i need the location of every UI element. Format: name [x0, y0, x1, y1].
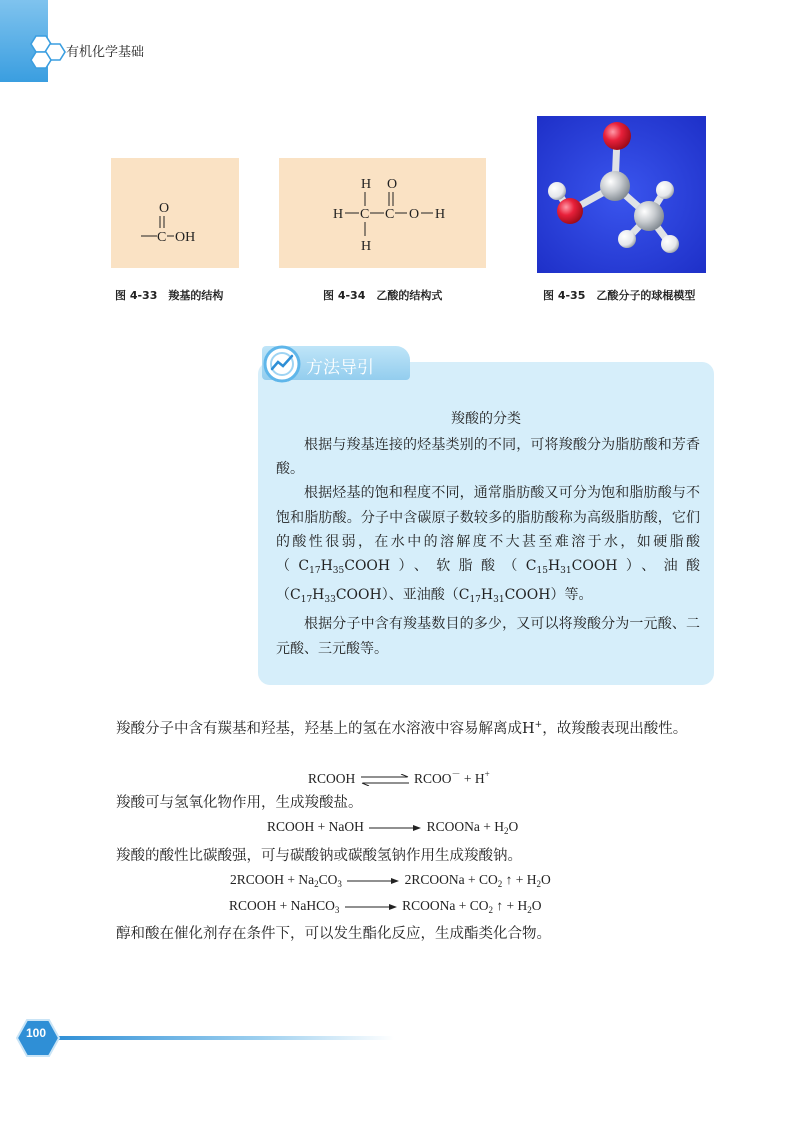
figure-carboxyl-structure: [111, 158, 239, 268]
svg-text:C: C: [157, 230, 167, 245]
method-guide-text: [276, 433, 700, 661]
body-paragraph: 羧酸的酸性比碳酸强，可与碳酸钠或碳酸氢钠作用生成羧酸钠。: [116, 848, 522, 864]
figure-caption: 图 4-35 乙酸分子的球棍模型: [543, 289, 696, 302]
svg-text:H: H: [333, 207, 344, 222]
footer-rule: [54, 1036, 394, 1040]
body-paragraph: 羧酸可与氢氧化物作用，生成羧酸盐。: [116, 795, 363, 811]
method-guide-icon: [262, 344, 302, 384]
hexagon-logo-icon: [20, 34, 72, 76]
svg-text:H: H: [435, 207, 446, 222]
svg-text:H: H: [361, 177, 372, 192]
figure-caption: 图 4-33 羧基的结构: [115, 289, 224, 302]
body-paragraph: 羧酸分子中含有羰基和羟基，羟基上的氢在水溶液中容易解离成H+，故羧酸表现出酸性。: [116, 720, 688, 737]
figure-acetic-acid-structural-formula: [279, 158, 486, 268]
reaction-arrow-icon: [367, 823, 423, 833]
reaction-arrow-icon: [345, 876, 401, 886]
method-guide-label: 方法导引: [306, 358, 374, 378]
book-title: 有机化学基础: [66, 45, 145, 60]
method-guide-heading: 羧酸的分类: [451, 411, 521, 427]
page-number: 100: [26, 1026, 47, 1040]
svg-text:OH: OH: [175, 230, 196, 245]
equilibrium-arrow-icon: [359, 774, 411, 786]
paragraph: 根据烃基的饱和程度不同，通常脂肪酸又可分为饱和脂肪酸与不饱和脂肪酸。分子中含碳原子数较多的脂肪酸称为高级脂肪酸，它们的酸性很弱，在水中的溶解度不大甚至难溶于水，如硬脂酸$(C_{17}H_{35}COOH)$、软脂酸$(C_{15}H_{31}COOH)$、油酸$(C_{17}H_{33}COOH)$、亚油酸$(C_{17}H_{31}COOH)$等。: [276, 485, 701, 606]
svg-text:O: O: [387, 177, 398, 192]
equation-ionization: RCOOH RCOO－ + H+: [308, 769, 490, 786]
equation-na2co3: 2RCOOH + $Na_2CO_3$ 2RCOONa + $CO_2$ ↑ + $H_2O$: [230, 872, 551, 889]
svg-text:O: O: [159, 201, 170, 216]
body-paragraph: 醇和酸在催化剂存在条件下，可以发生酯化反应，生成酯类化合物。: [116, 926, 551, 942]
paragraph: 根据分子中含有羧基数目的多少，又可以将羧酸分为一元酸、二元酸、三元酸等。: [276, 616, 700, 657]
equation-nahco3: RCOOH + NaHCO$_3$ RCOONa + $CO_2$ ↑ + $H_2O$: [229, 898, 542, 915]
figure-caption: 图 4-34 乙酸的结构式: [323, 289, 443, 302]
figure-acetic-acid-ball-stick-model: [537, 116, 706, 273]
reaction-arrow-icon: [343, 902, 399, 912]
svg-text:O: O: [409, 207, 420, 222]
paragraph: 根据与羧基连接的烃基类别的不同，可将羧酸分为脂肪酸和芳香酸。: [276, 437, 700, 478]
svg-text:H: H: [361, 239, 372, 254]
equation-naoh: RCOOH + NaOH RCOONa + $H_2O$: [267, 819, 519, 836]
svg-text:C: C: [385, 207, 395, 222]
svg-text:C: C: [360, 207, 370, 222]
